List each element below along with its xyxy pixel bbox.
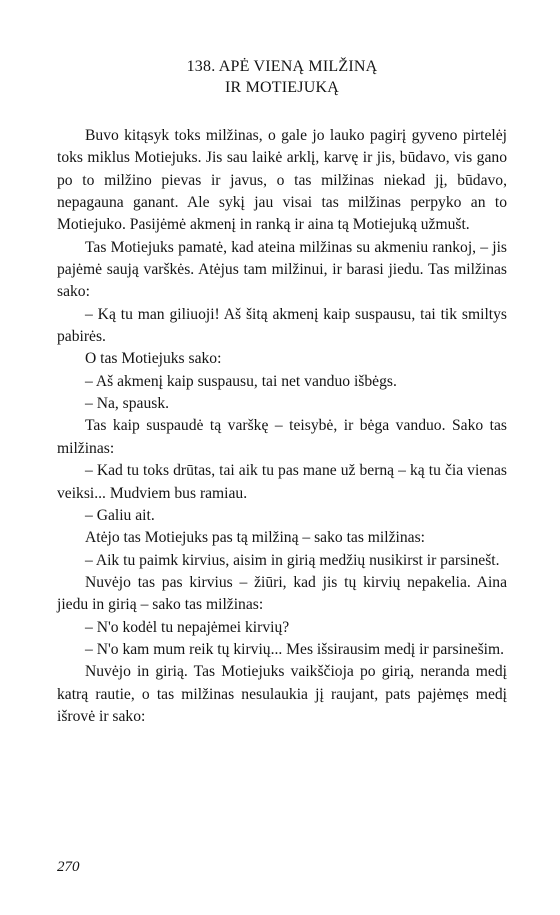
paragraph: – N'o kam mum reik tų kirvių... Mes išsirausim medį ir parsinešim. (85, 640, 505, 658)
book-page (57, 0, 507, 915)
paragraph: – Na, spausk. (85, 395, 170, 413)
story-text (57, 125, 507, 728)
chapter-title (57, 56, 507, 98)
page-number: 270 (57, 859, 80, 875)
paragraph: Tas kaip suspaudė tą varškę – teisybė, ir bėga vanduo. Sako tas milžinas: (57, 417, 507, 457)
paragraph: Nuvėjo in girią. Tas Motiejuks vaikščioja po girią, neranda medį katrą rautie, o tas milžinas nesulaukia jį raujant, pats pajėmęs medį išrovė ir sako: (57, 663, 507, 725)
paragraph: O tas Motiejuks sako: (85, 350, 222, 368)
paragraph: Tas Motiejuks pamatė, kad ateina milžinas su akmeniu rankoj, – jis pajėmė saują varškės. Atėjus tam milžinui, ir barasi jiedu. Tas milžinas sako: (57, 238, 507, 301)
chapter-title-line-1: 138. APĖ VIENĄ MILŽINĄ (186, 58, 378, 75)
paragraph: – Galiu ait. (85, 506, 155, 524)
paragraph: – Ką tu man giliuoji! Aš šitą akmenį kaip suspausu, tai tik smiltys pabirės. (57, 305, 507, 346)
chapter-title-line-2: IR MOTIEJUKĄ (225, 79, 339, 96)
paragraph: Buvo kitąsyk toks milžinas, o gale jo lauko pagirį gyveno pirtelėj toks miklus Motiejuks. Jis sau laikė arklį, karvę ir jis, būdavo, vis gano po to milžino pievas ir javus, o tas milžinas niekad jį, būdavo, nepagauna ganant. Ale sykį jau visai tas milžinas perpyko an to Motiejuko. Pasijėmė akmenį in ranką ir aina tą Motiejuką užmušt. (57, 127, 507, 234)
paragraph: Atėjo tas Motiejuks pas tą milžiną – sako tas milžinas: (85, 529, 425, 547)
paragraph: – Kad tu toks drūtas, tai aik tu pas mane už berną – ką tu čia vienas veiksi... Mudviem bus ramiau. (57, 462, 507, 502)
paragraph: – Aš akmenį kaip suspausu, tai net vanduo išbėgs. (85, 372, 397, 390)
paragraph: – N'o kodėl tu nepajėmei kirvių? (85, 618, 290, 636)
paragraph: – Aik tu paimk kirvius, aisim in girią medžių nusikirst ir parsinešt. (85, 551, 500, 569)
paragraph: Nuvėjo tas pas kirvius – žiūri, kad jis tų kirvių nepakelia. Aina jiedu in girią – sako tas milžinas: (57, 573, 507, 614)
